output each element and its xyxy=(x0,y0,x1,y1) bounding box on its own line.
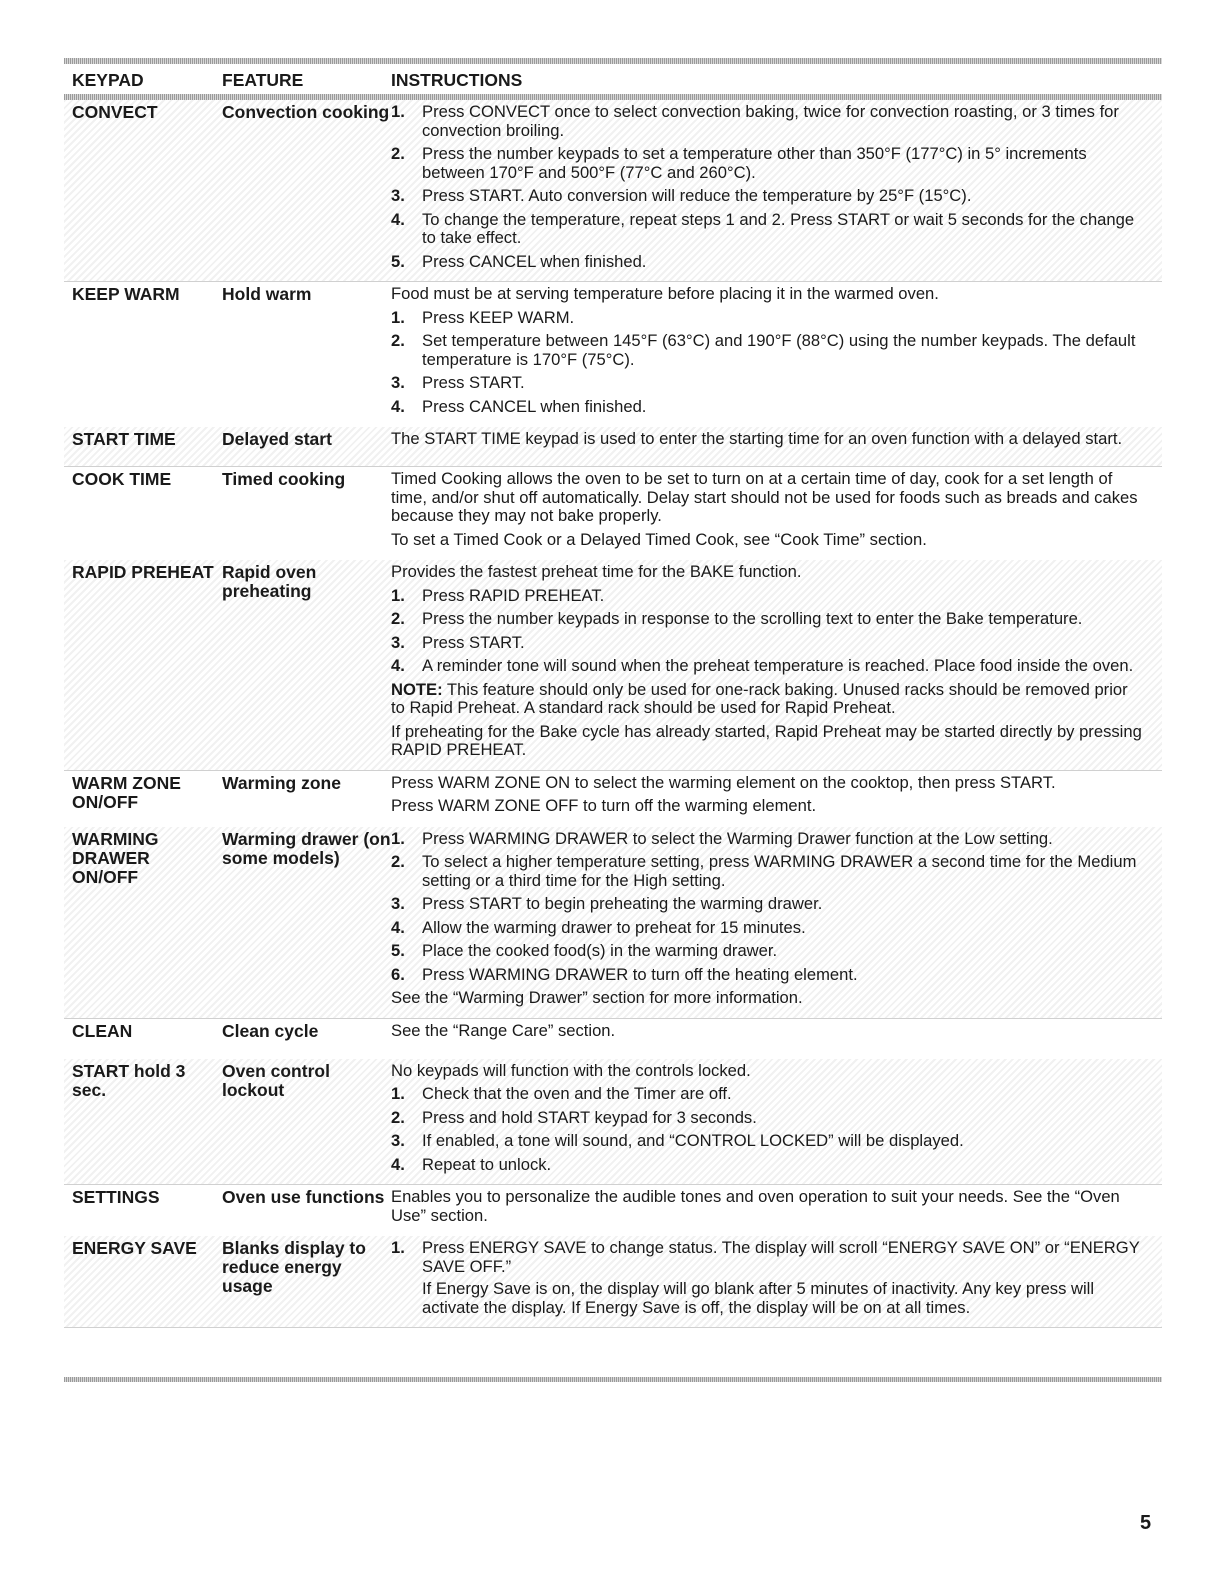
instruction-step xyxy=(391,1085,1146,1104)
step-number: 3. xyxy=(391,632,405,652)
feature-name: Timed cooking xyxy=(222,469,346,489)
step-number: 4. xyxy=(391,656,405,675)
instruction-text: If preheating for the Bake cycle has already started, Rapid Preheat may be started directly by pressing RAPID PREHEAT. xyxy=(391,721,1142,759)
keypad-name: WARMING DRAWER ON/OFF xyxy=(72,828,159,887)
instructions-cell xyxy=(391,285,1146,416)
step-text: Press the number keypads to set a temperature other than 350°F (177°C) in 5° increments between 170°F and 500°F (77°C and 260°C). xyxy=(422,144,1087,182)
instruction-step xyxy=(391,1109,1146,1128)
instruction-text: To set a Timed Cook or a Delayed Timed Cook, see “Cook Time” section. xyxy=(391,529,927,549)
instruction-step xyxy=(391,332,1146,369)
step-text: Press START. Auto conversion will reduce the temperature by 25°F (15°C). xyxy=(422,186,972,205)
feature-name: Oven control lockout xyxy=(222,1060,330,1100)
step-number: 5. xyxy=(391,941,405,960)
step-number: 3. xyxy=(391,1131,405,1150)
note-label: NOTE: xyxy=(391,679,443,699)
keypad-name: CONVECT xyxy=(72,102,158,122)
step-number: 3. xyxy=(391,186,405,205)
step-text: Press START. xyxy=(422,632,525,652)
table-row xyxy=(64,427,1162,467)
step-number: 1. xyxy=(391,102,405,121)
feature-name: Blanks display to reduce energy usage xyxy=(222,1238,366,1296)
keypad-name: CLEAN xyxy=(72,1020,133,1041)
table-row xyxy=(64,1059,1162,1186)
table-row xyxy=(64,1236,1162,1328)
table-row xyxy=(64,1185,1162,1236)
step-number: 1. xyxy=(391,585,405,605)
feature-name: Warming drawer (on some models) xyxy=(222,828,391,868)
instruction-step xyxy=(391,374,1146,393)
step-number: 2. xyxy=(391,1107,405,1127)
table-row xyxy=(64,100,1162,282)
instructions-cell xyxy=(391,774,1146,816)
table-row xyxy=(64,1019,1162,1059)
instruction-step xyxy=(391,830,1146,849)
table-body xyxy=(64,100,1162,1328)
instruction-step xyxy=(391,942,1146,961)
feature-name: Clean cycle xyxy=(222,1020,319,1041)
table-row xyxy=(64,282,1162,427)
instruction-text: Enables you to personalize the audible tones and oven operation to suit your needs. See the “Oven Use” section. xyxy=(391,1187,1120,1225)
step-number: 2. xyxy=(391,609,405,628)
keypad-name: WARM ZONE ON/OFF xyxy=(72,772,181,812)
instructions-cell xyxy=(391,1022,1146,1041)
feature-name: Warming zone xyxy=(222,772,341,793)
instructions-cell xyxy=(391,430,1146,449)
instructions-cell xyxy=(391,470,1146,549)
step-text: A reminder tone will sound when the preheat temperature is reached. Place food inside the oven. xyxy=(422,656,1134,675)
step-text: Press CONVECT once to select convection baking, twice for convection roasting, or 3 times for convection broiling. xyxy=(422,102,1119,140)
step-text: If enabled, a tone will sound, and “CONTROL LOCKED” will be displayed. xyxy=(422,1131,964,1150)
instruction-text: No keypads will function with the controls locked. xyxy=(391,1060,751,1080)
instruction-step xyxy=(391,587,1146,606)
instruction-step xyxy=(391,211,1146,248)
keypad-name: START hold 3 sec. xyxy=(72,1060,186,1100)
step-text: Check that the oven and the Timer are off. xyxy=(422,1084,732,1103)
step-text: Place the cooked food(s) in the warming drawer. xyxy=(422,941,778,960)
feature-name: Hold warm xyxy=(222,284,312,304)
keypad-name: KEEP WARM xyxy=(72,284,180,304)
step-text: Press KEEP WARM. xyxy=(422,307,575,327)
instruction-step xyxy=(391,398,1146,417)
instruction-step xyxy=(391,610,1146,629)
step-text: Press START. xyxy=(422,373,525,392)
step-number: 6. xyxy=(391,964,405,984)
instruction-text: See the “Warming Drawer” section for more information. xyxy=(391,988,803,1007)
step-text: Press WARMING DRAWER to turn off the heating element. xyxy=(422,964,858,984)
step-number: 4. xyxy=(391,1154,405,1174)
keypad-name: SETTINGS xyxy=(72,1187,160,1207)
instructions-cell xyxy=(391,830,1146,1008)
step-number: 1. xyxy=(391,1084,405,1103)
step-text: Press CANCEL when finished. xyxy=(422,396,647,416)
step-text: Press WARMING DRAWER to select the Warming Drawer function at the Low setting. xyxy=(422,828,1053,848)
step-number: 3. xyxy=(391,373,405,392)
instruction-step xyxy=(391,895,1146,914)
header-keypad: KEYPAD xyxy=(72,70,144,90)
keypad-name: COOK TIME xyxy=(72,469,172,489)
step-text: Press and hold START keypad for 3 seconds. xyxy=(422,1107,757,1127)
top-rule xyxy=(64,58,1162,64)
step-number: 2. xyxy=(391,852,405,871)
feature-name: Rapid oven preheating xyxy=(222,562,317,601)
keypad-name: RAPID PREHEAT xyxy=(72,562,214,582)
instruction-step xyxy=(391,919,1146,938)
table-row xyxy=(64,771,1162,827)
feature-name: Convection cooking xyxy=(222,102,390,122)
table-header xyxy=(64,66,1162,94)
step-number: 1. xyxy=(391,828,405,848)
instruction-text: Provides the fastest preheat time for the BAKE function. xyxy=(391,562,802,581)
step-text: Set temperature between 145°F (63°C) and 190°F (88°C) using the number keypads. The default temperature is 170°F (75°C). xyxy=(422,331,1136,369)
step-text: Press CANCEL when finished. xyxy=(422,251,647,271)
instructions-cell xyxy=(391,1188,1146,1225)
step-number: 1. xyxy=(391,307,405,327)
page-number: 5 xyxy=(1140,1512,1152,1534)
step-text: To change the temperature, repeat steps 1 and 2. Press START or wait 5 seconds for the change to take effect. xyxy=(422,209,1135,247)
table-row xyxy=(64,560,1162,771)
instruction-step xyxy=(391,1132,1146,1151)
instruction-text: The START TIME keypad is used to enter the starting time for an oven function with a delayed start. xyxy=(391,429,1123,448)
instruction-step xyxy=(391,253,1146,272)
step-number: 2. xyxy=(391,331,405,350)
step-number: 1. xyxy=(391,1238,405,1257)
instruction-step xyxy=(391,657,1146,676)
step-number: 3. xyxy=(391,894,405,913)
instructions-cell xyxy=(391,1239,1146,1317)
feature-name: Delayed start xyxy=(222,429,332,449)
step-extra-text: If Energy Save is on, the display will go blank after 5 minutes of inactivity. Any key press will activate the display. If Energy Save is off, the display will be on at all times. xyxy=(422,1279,1095,1317)
table-row xyxy=(64,467,1162,560)
instruction-text: Food must be at serving temperature before placing it in the warmed oven. xyxy=(391,284,939,303)
instruction-step xyxy=(391,1156,1146,1175)
instruction-step xyxy=(391,853,1146,890)
keypad-name: START TIME xyxy=(72,429,176,449)
instructions-cell xyxy=(391,1062,1146,1175)
step-text: Repeat to unlock. xyxy=(422,1154,552,1174)
bottom-rule xyxy=(64,1377,1162,1382)
instruction-step xyxy=(391,634,1146,653)
instruction-step xyxy=(391,309,1146,328)
header-instructions: INSTRUCTIONS xyxy=(391,70,523,90)
step-text: Press START to begin preheating the warming drawer. xyxy=(422,894,823,913)
step-number: 4. xyxy=(391,917,405,937)
instruction-step xyxy=(391,966,1146,985)
instruction-text: Timed Cooking allows the oven to be set to turn on at a certain time of day, cook for a set length of time, and/or shut off automatically. Delay start should not be used for foods such as breads and cakes because they may not bake properly. xyxy=(391,469,1138,525)
note-text xyxy=(391,681,1146,718)
header-feature: FEATURE xyxy=(222,70,304,90)
instruction-text: See the “Range Care” section. xyxy=(391,1020,616,1040)
feature-name: Oven use functions xyxy=(222,1187,385,1207)
instruction-step xyxy=(391,103,1146,140)
instruction-step xyxy=(391,187,1146,206)
instruction-text: Press WARM ZONE OFF to turn off the warming element. xyxy=(391,796,817,815)
step-number: 4. xyxy=(391,209,405,229)
note-body: This feature should only be used for one-rack baking. Unused racks should be removed prior to Rapid Preheat. A standard rack should be used for Rapid Preheat. xyxy=(391,679,1128,717)
instruction-step xyxy=(391,145,1146,182)
step-text: To select a higher temperature setting, press WARMING DRAWER a second time for the Medium setting or a third time for the High setting. xyxy=(422,852,1137,890)
step-text: Press ENERGY SAVE to change status. The display will scroll “ENERGY SAVE ON” or “ENERGY SAVE OFF.” xyxy=(422,1238,1140,1276)
keypad-name: ENERGY SAVE xyxy=(72,1238,197,1258)
step-text: Allow the warming drawer to preheat for 15 minutes. xyxy=(422,917,806,937)
instruction-text: Press WARM ZONE ON to select the warming element on the cooktop, then press START. xyxy=(391,772,1056,792)
instruction-step xyxy=(391,1239,1146,1317)
step-number: 2. xyxy=(391,144,405,163)
instructions-cell xyxy=(391,563,1146,760)
step-number: 4. xyxy=(391,396,405,416)
step-number: 5. xyxy=(391,251,405,271)
step-text: Press the number keypads in response to the scrolling text to enter the Bake temperature. xyxy=(422,609,1083,628)
step-text: Press RAPID PREHEAT. xyxy=(422,585,605,605)
table-row xyxy=(64,827,1162,1019)
instructions-cell xyxy=(391,103,1146,271)
